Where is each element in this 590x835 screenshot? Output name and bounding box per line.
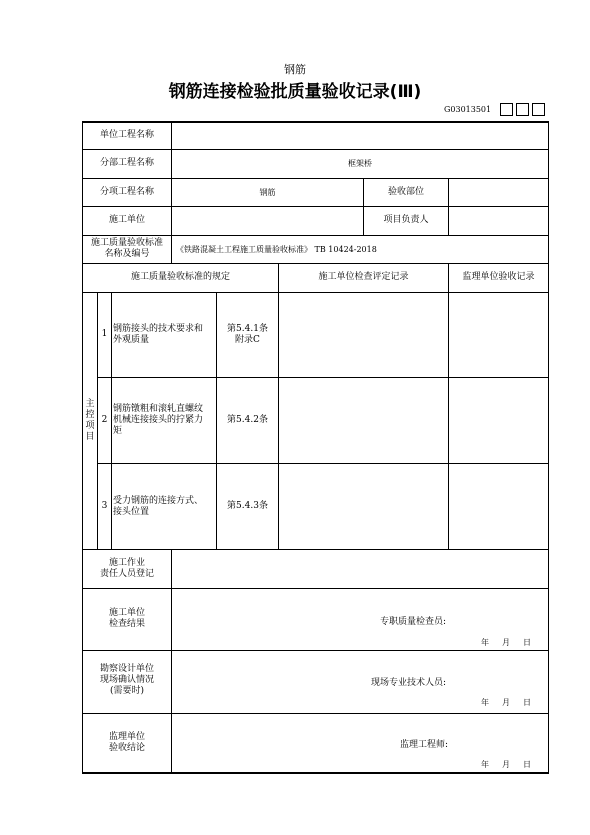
supervisor-label-line2: 验收结论 bbox=[108, 743, 145, 753]
item-clause: 第5.4.1条 bbox=[227, 324, 268, 334]
supervisor-check-cell[interactable] bbox=[449, 464, 548, 549]
registry-label-line2: 责任人员登记 bbox=[99, 569, 154, 579]
contractor-result-label-line2: 检查结果 bbox=[108, 619, 145, 629]
item-clause: 第5.4.3条 bbox=[227, 501, 268, 511]
form-code: G03013501 bbox=[444, 105, 492, 114]
design-label-line1: 勘察设计单位 bbox=[99, 664, 154, 674]
supervisor-label-line1: 监理单位 bbox=[108, 732, 145, 742]
division-label: 分部工程名称 bbox=[99, 158, 154, 168]
item-description: 钢筋镦粗和滚轧直螺纹 bbox=[113, 404, 204, 414]
item-description: 接头位置 bbox=[113, 507, 150, 517]
document-category: 钢筋 bbox=[284, 63, 306, 76]
subitem-field[interactable]: 钢筋 bbox=[259, 188, 276, 197]
design-label-line2: 现场确认情况 bbox=[99, 675, 154, 685]
design-label-line3: (需要时) bbox=[109, 686, 145, 696]
division-field[interactable]: 框架桥 bbox=[348, 159, 372, 168]
col-contractor-check-header: 施工单位检查评定记录 bbox=[318, 272, 409, 282]
contractor-result-label-line1: 施工单位 bbox=[108, 608, 145, 618]
registry-field[interactable] bbox=[172, 550, 548, 588]
item-description: 机械连接接头的拧紧力 bbox=[113, 415, 204, 425]
standard-label-line1: 施工质量验收标准 bbox=[90, 238, 163, 248]
contractor-check-cell[interactable] bbox=[279, 293, 448, 377]
item-number: 2 bbox=[101, 415, 108, 425]
project-leader-label: 项目负责人 bbox=[383, 215, 429, 225]
acceptance-part-label: 验收部位 bbox=[387, 187, 424, 197]
contractor-inspector-signature: 专职质量检查员: bbox=[380, 617, 447, 627]
subitem-label: 分项工程名称 bbox=[99, 187, 154, 197]
item-description: 钢筋接头的技术要求和 bbox=[113, 324, 204, 334]
supervisor-check-cell[interactable] bbox=[449, 293, 548, 377]
unit-project-label: 单位工程名称 bbox=[99, 130, 154, 140]
col-spec-header: 施工质量验收标准的规定 bbox=[130, 272, 230, 282]
item-description: 外观质量 bbox=[113, 335, 150, 345]
contractor-check-cell[interactable] bbox=[279, 378, 448, 463]
contractor-label: 施工单位 bbox=[108, 215, 145, 225]
contractor-check-cell[interactable] bbox=[279, 464, 448, 549]
registry-label-line1: 施工作业 bbox=[108, 558, 145, 568]
item-clause: 第5.4.2条 bbox=[227, 415, 268, 425]
code-box-2[interactable] bbox=[516, 103, 529, 116]
standard-label-line2: 名称及编号 bbox=[104, 249, 150, 259]
code-box-1[interactable] bbox=[500, 103, 513, 116]
item-number: 1 bbox=[101, 329, 108, 339]
item-number: 3 bbox=[101, 501, 108, 511]
supervisor-check-cell[interactable] bbox=[449, 378, 548, 463]
item-description: 矩 bbox=[113, 426, 123, 436]
design-tech-signature: 现场专业技术人员: bbox=[371, 678, 447, 688]
col-supervisor-check-header: 监理单位验收记录 bbox=[462, 272, 535, 282]
supervisor-engineer-signature: 监理工程师: bbox=[400, 740, 449, 750]
item-clause: 附录C bbox=[235, 335, 260, 345]
code-box-3[interactable] bbox=[532, 103, 545, 116]
item-description: 受力钢筋的连接方式、 bbox=[113, 496, 204, 506]
document-title: 钢筋连接检验批质量验收记录(Ⅲ) bbox=[168, 82, 422, 102]
standard-value: 《铁路混凝土工程施工质量验收标准》 TB 10424-2018 bbox=[176, 245, 377, 254]
